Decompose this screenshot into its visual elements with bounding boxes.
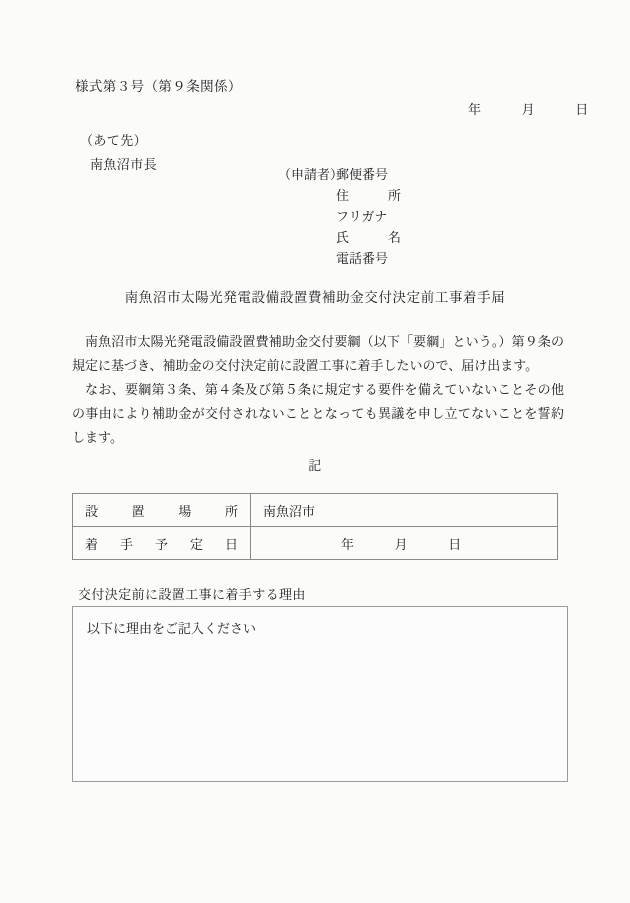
table-row [73, 527, 558, 560]
table-row [73, 494, 558, 527]
installation-info-table [72, 493, 558, 560]
applicant-prefix: （申請者） [278, 167, 344, 182]
reason-label: 交付決定前に設置工事に着手する理由 [78, 587, 306, 602]
addressee-name: 南魚沼市長 [90, 157, 158, 172]
body-text [72, 330, 564, 450]
table-value-installation-site[interactable]: 南魚沼市 [251, 494, 558, 527]
body-paragraph-2: なお、要綱第３条、第４条及び第５条に規定する要件を備えていないことその他の事由により補助金が交付されないこととなっても異議を申し立てないことを誓約します。 [72, 382, 564, 445]
addressee-label: （あて先） [80, 133, 148, 148]
body-paragraph-1: 南魚沼市太陽光発電設備設置費補助金交付要綱（以下「要綱」という。）第９条の規定に基づき、補助金の交付決定前に設置工事に着手したいので、届け出ます。 [72, 334, 564, 373]
applicant-row-address [278, 185, 401, 206]
applicant-row-postal [278, 164, 401, 185]
ki-mark: 記 [308, 458, 322, 473]
applicant-field-postal-label: 郵便番号 [336, 167, 389, 182]
table-value-start-date[interactable]: 年 月 日 [251, 527, 558, 560]
applicant-field-name-label: 氏 名 [336, 230, 402, 245]
applicant-row-furigana [278, 206, 401, 227]
applicant-field-address-label: 住 所 [336, 188, 402, 203]
table-label-installation-site: 設置場所 [73, 494, 251, 527]
applicant-field-phone-label: 電話番号 [336, 251, 389, 266]
table-label-start-date: 着手予定日 [73, 527, 251, 560]
date-line: 年 月 日 [468, 102, 589, 117]
reason-input-box[interactable]: 以下に理由をご記入ください [72, 606, 568, 782]
document-title: 南魚沼市太陽光発電設備設置費補助金交付決定前工事着手届 [124, 290, 506, 305]
applicant-row-phone [278, 248, 401, 269]
applicant-row-name [278, 227, 401, 248]
form-number: 様式第３号（第９条関係） [75, 79, 242, 94]
applicant-field-furigana-label: フリガナ [336, 209, 388, 224]
applicant-block [278, 164, 401, 269]
